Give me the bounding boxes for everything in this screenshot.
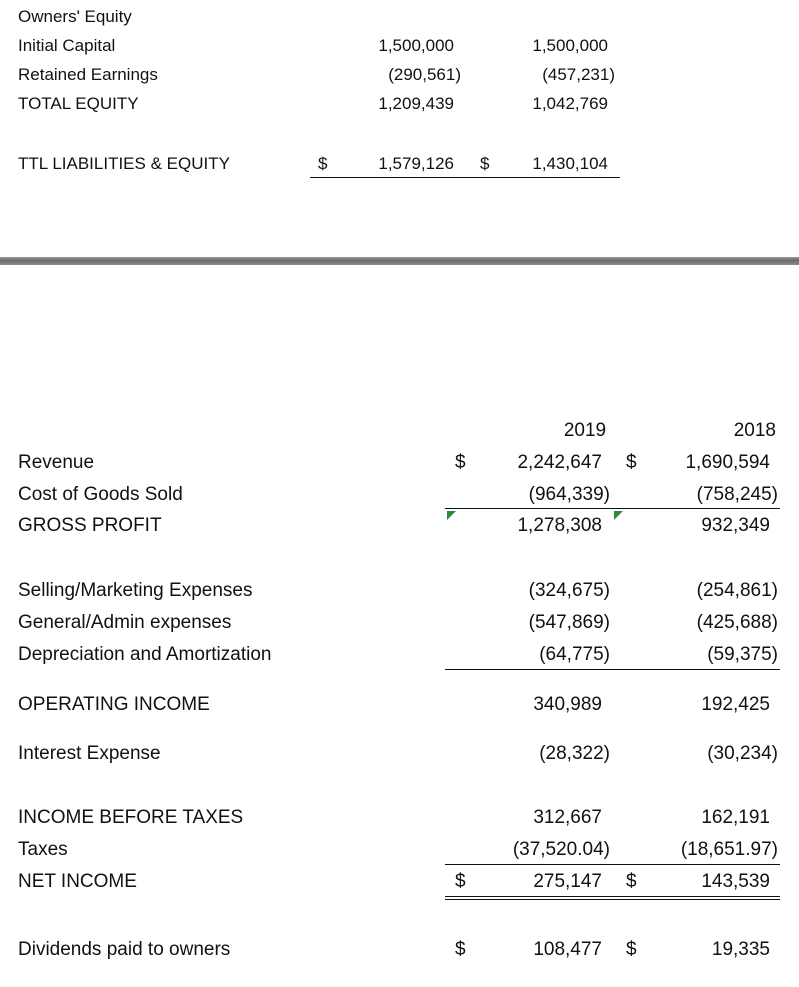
depreciation-2018: (59,375) xyxy=(707,644,778,665)
operating-income-2018: 192,425 xyxy=(701,694,770,715)
retained-earnings-col-b: (457,231) xyxy=(542,65,615,84)
row-label-net-income: NET INCOME xyxy=(18,871,137,892)
selling-marketing-2019: (324,675) xyxy=(528,580,610,601)
currency-symbol: $ xyxy=(455,452,466,473)
error-indicator-icon xyxy=(614,511,623,520)
row-label-initial-capital: Initial Capital xyxy=(18,36,116,55)
initial-capital-col-a: 1,500,000 xyxy=(378,36,454,55)
row-label-revenue: Revenue xyxy=(18,452,95,473)
row-label-taxes: Taxes xyxy=(18,839,68,860)
total-equity-col-b: 1,042,769 xyxy=(532,94,608,113)
row-label-retained-earnings: Retained Earnings xyxy=(18,65,158,84)
ttl-liabilities-equity-col-b: 1,430,104 xyxy=(532,154,608,173)
net-income-2019: 275,147 xyxy=(533,871,602,892)
row-label-general-admin: General/Admin expenses xyxy=(18,612,232,633)
gross-profit-rule xyxy=(445,508,780,509)
currency-symbol: $ xyxy=(626,939,637,960)
revenue-2018: 1,690,594 xyxy=(685,452,770,473)
net-income-double-rule-top xyxy=(445,896,780,897)
row-label-total-equity: TOTAL EQUITY xyxy=(18,94,139,113)
net-income-double-rule-bottom xyxy=(445,899,780,900)
currency-symbol: $ xyxy=(480,154,490,173)
general-admin-2019: (547,869) xyxy=(528,612,610,633)
depreciation-2019: (64,775) xyxy=(539,644,610,665)
net-income-2018: 143,539 xyxy=(701,871,770,892)
year-header-2019: 2019 xyxy=(563,420,607,441)
income-before-taxes-2018: 162,191 xyxy=(701,807,770,828)
revenue-2019: 2,242,647 xyxy=(517,452,602,473)
row-label-gross-profit: GROSS PROFIT xyxy=(18,515,162,536)
owners-equity-heading: Owners' Equity xyxy=(18,7,132,26)
row-label-cogs: Cost of Goods Sold xyxy=(18,484,183,505)
currency-symbol: $ xyxy=(626,452,637,473)
total-underline xyxy=(310,177,620,178)
retained-earnings-col-a: (290,561) xyxy=(388,65,461,84)
ttl-liabilities-equity-col-a: 1,579,126 xyxy=(378,154,454,173)
interest-expense-2019: (28,322) xyxy=(539,743,610,764)
total-equity-col-a: 1,209,439 xyxy=(378,94,454,113)
selling-marketing-2018: (254,861) xyxy=(696,580,778,601)
income-before-taxes-2019: 312,667 xyxy=(533,807,602,828)
dividends-2019: 108,477 xyxy=(533,939,602,960)
row-label-ttl-liabilities-equity: TTL LIABILITIES & EQUITY xyxy=(18,154,230,173)
row-label-interest-expense: Interest Expense xyxy=(18,743,161,764)
cogs-2018: (758,245) xyxy=(696,484,778,505)
currency-symbol: $ xyxy=(318,154,328,173)
section-divider xyxy=(0,257,799,265)
interest-expense-2018: (30,234) xyxy=(707,743,778,764)
initial-capital-col-b: 1,500,000 xyxy=(532,36,608,55)
gross-profit-2018: 932,349 xyxy=(701,515,770,536)
row-label-selling-marketing: Selling/Marketing Expenses xyxy=(18,580,253,601)
operating-income-2019: 340,989 xyxy=(533,694,602,715)
taxes-2018: (18,651.97) xyxy=(680,839,778,860)
cogs-2019: (964,339) xyxy=(528,484,610,505)
net-income-top-rule xyxy=(445,864,780,865)
taxes-2019: (37,520.04) xyxy=(512,839,610,860)
row-label-dividends: Dividends paid to owners xyxy=(18,939,231,960)
row-label-operating-income: OPERATING INCOME xyxy=(18,694,210,715)
gross-profit-2019: 1,278,308 xyxy=(517,515,602,536)
currency-symbol: $ xyxy=(455,871,466,892)
currency-symbol: $ xyxy=(455,939,466,960)
row-label-depreciation: Depreciation and Amortization xyxy=(18,644,272,665)
general-admin-2018: (425,688) xyxy=(696,612,778,633)
year-header-2018: 2018 xyxy=(733,420,776,441)
currency-symbol: $ xyxy=(626,871,637,892)
operating-income-rule xyxy=(445,669,780,670)
dividends-2018: 19,335 xyxy=(711,939,770,960)
error-indicator-icon xyxy=(447,511,456,520)
row-label-income-before-taxes: INCOME BEFORE TAXES xyxy=(18,807,244,828)
